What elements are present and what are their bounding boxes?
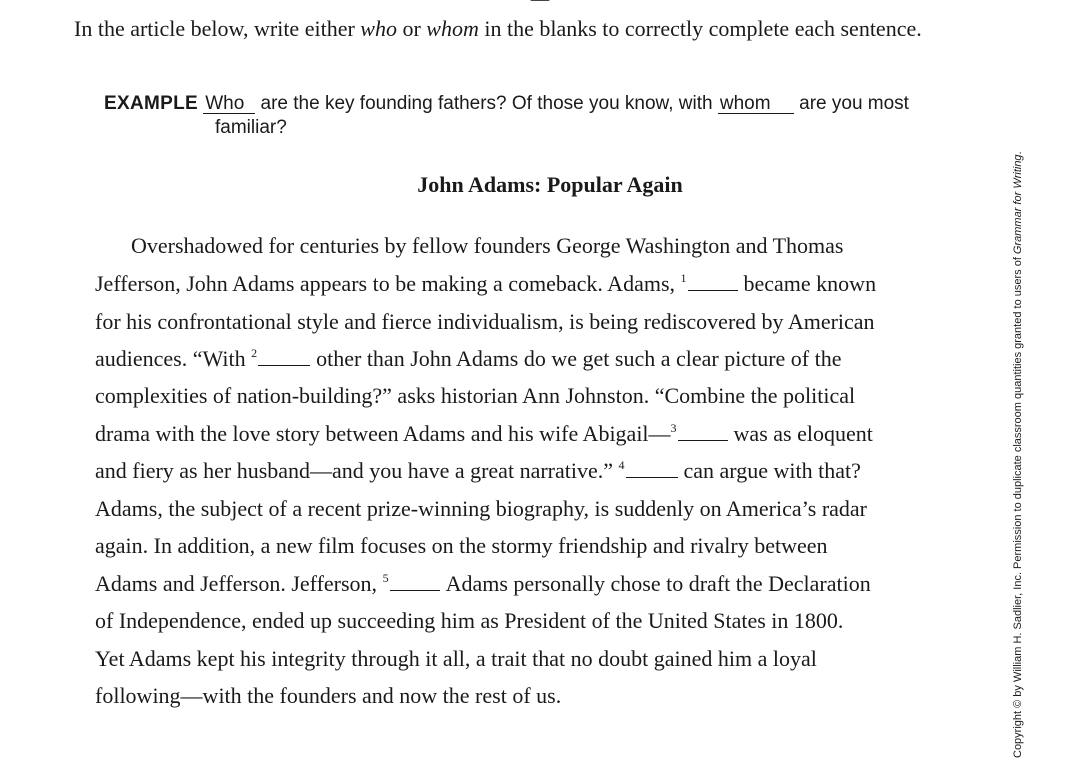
example-label: EXAMPLE: [104, 93, 198, 114]
cropped-heading-mark: [530, 0, 550, 1]
line-10-end: Adams personally chose to draft the Declaration: [445, 571, 871, 596]
example-text-3: familiar?: [215, 117, 287, 138]
answer-blank-1[interactable]: [688, 274, 738, 291]
copyright-text: Copyright © by William H. Sadlier, Inc. Permission to duplicate classroom quantities granted to users of: [1012, 254, 1024, 758]
line-6-start: drama with the love story between Adams and his wife Abigail—: [95, 421, 671, 446]
answer-blank-5[interactable]: [390, 574, 440, 591]
article-line-13: following—with the founders and now the rest of us.: [95, 683, 562, 708]
article-line-5: complexities of nation-building?” asks historian Ann Johnston. “Combine the political: [95, 383, 856, 408]
line-2-start: Jefferson, John Adams appears to be making a comeback. Adams,: [95, 271, 676, 296]
blank-number-5: 5: [382, 571, 389, 585]
line-4-start: audiences. “With: [95, 346, 246, 371]
line-6-end: was as eloquent: [733, 421, 873, 446]
blank-number-1: 1: [680, 271, 687, 285]
example-answer-1: Who: [203, 94, 255, 114]
blank-number-4: 4: [618, 458, 625, 472]
line-7-end: can argue with that?: [683, 458, 861, 483]
example-text-2: are you most: [799, 93, 909, 114]
instructions-text-3: in the blanks to correctly complete each sentence.: [478, 16, 922, 41]
line-2-end: became known: [743, 271, 877, 296]
article-line-11: of Independence, ended up succeeding him as President of the United States in 1800.: [95, 608, 844, 633]
instructions-word-whom: whom: [426, 16, 479, 41]
instructions-text-2: or: [396, 16, 427, 41]
article-line-3: for his confrontational style and fierce individualism, is being rediscovered by American: [95, 309, 875, 334]
article-line-1: Overshadowed for centuries by fellow founders George Washington and Thomas: [131, 233, 844, 258]
article-line-4: [95, 346, 842, 372]
copyright-end: .: [1012, 151, 1024, 155]
instructions-text-1: In the article below, write either: [74, 16, 361, 41]
article-line-6: [95, 421, 873, 447]
line-10-start: Adams and Jefferson. Jefferson,: [95, 571, 378, 596]
copyright-book-title: Grammar for Writing: [1012, 154, 1024, 255]
example: [104, 92, 984, 140]
blank-number-3: 3: [670, 421, 677, 435]
article-line-8: Adams, the subject of a recent prize-winning biography, is suddenly on America’s radar: [95, 496, 868, 521]
answer-blank-2[interactable]: [258, 349, 310, 366]
article-line-7: [95, 458, 861, 484]
article-line-12: Yet Adams kept his integrity through it all, a trait that no doubt gained him a loyal: [95, 646, 817, 671]
article-line-9: again. In addition, a new film focuses on the stormy friendship and rivalry between: [95, 533, 828, 558]
instructions: [74, 16, 974, 41]
instructions-word-who: who: [360, 16, 397, 41]
answer-blank-4[interactable]: [626, 461, 678, 478]
article-line-2: [95, 271, 876, 297]
copyright-notice: [1012, 68, 1024, 758]
example-text-1: are the key founding fathers? Of those you know, with: [260, 93, 713, 114]
article-line-10: [95, 571, 871, 597]
answer-blank-3[interactable]: [678, 424, 728, 441]
blank-number-2: 2: [251, 346, 258, 360]
line-4-end: other than John Adams do we get such a clear picture of the: [316, 346, 842, 371]
line-7-start: and fiery as her husband—and you have a great narrative.”: [95, 458, 613, 483]
article-title: John Adams: Popular Again: [417, 172, 683, 197]
example-answer-2: whom: [718, 94, 794, 114]
